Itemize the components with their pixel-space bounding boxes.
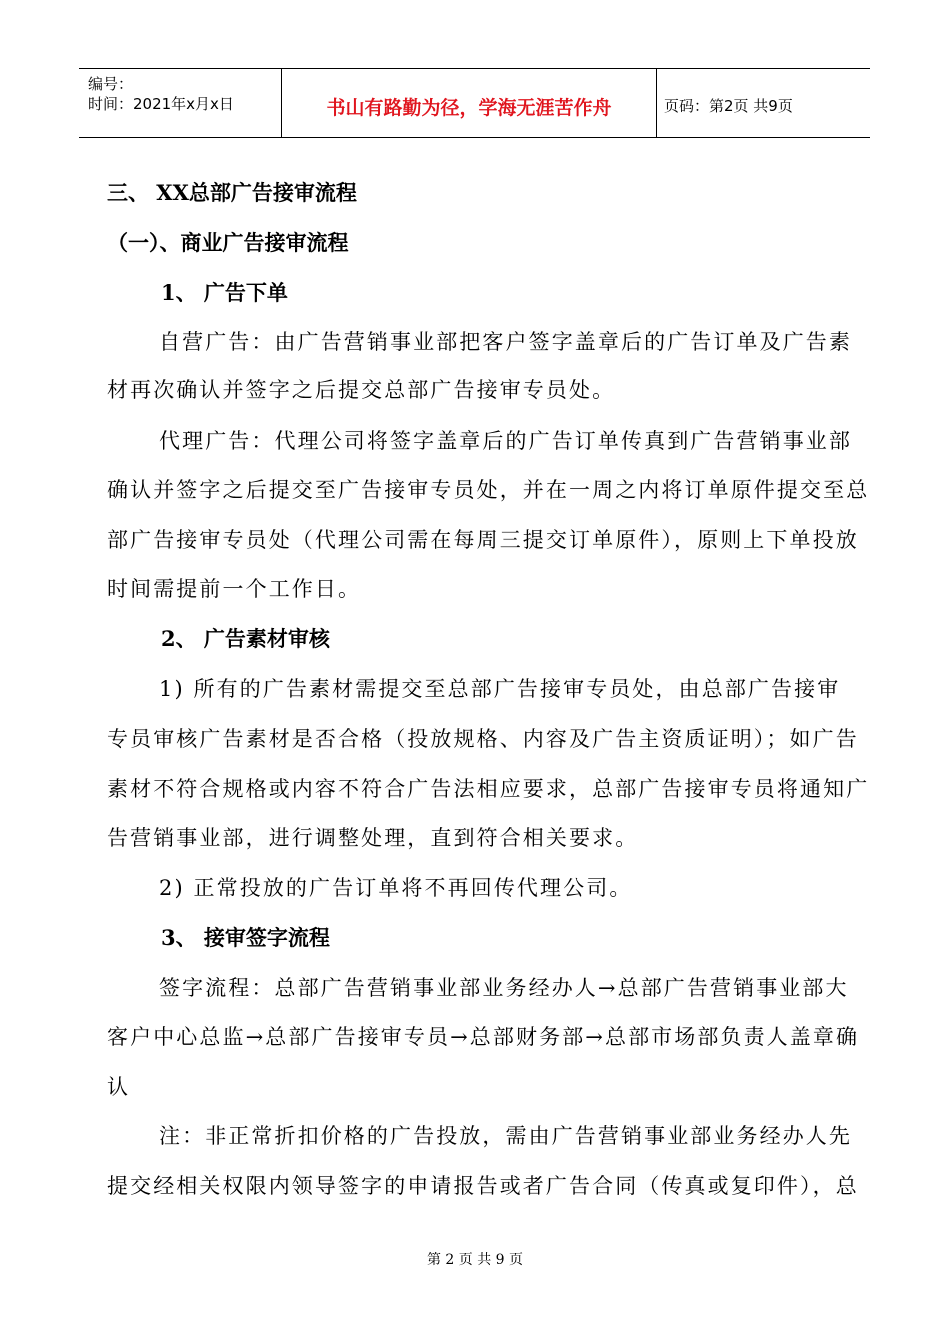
paragraph-line: 专员审核广告素材是否合格（投放规格、内容及广告主资质证明）；如广告 (107, 727, 859, 751)
item-heading-order: 1、 广告下单 (161, 280, 288, 305)
paragraph-line: 部广告接审专员处（代理公司需在每周三提交订单原件），原则上下单投放 (107, 528, 859, 552)
item-heading-signature: 3、 接审签字流程 (161, 925, 330, 950)
paragraph-line: 2) 正常投放的广告订单将不再回传代理公司。 (159, 876, 633, 900)
paragraph-line: 客户中心总监→总部广告接审专员→总部财务部→总部市场部负责人盖章确 (107, 1025, 860, 1049)
subsection-heading: （一）、商业广告接审流程 (107, 230, 349, 255)
paragraph-line: 材再次确认并签字之后提交总部广告接审专员处。 (107, 378, 616, 402)
paragraph-line: 提交经相关权限内领导签字的申请报告或者广告合同（传真或复印件），总 (107, 1174, 859, 1198)
section-heading: 三、 XX总部广告接审流程 (107, 180, 357, 205)
paragraph-line: 1) 所有的广告素材需提交至总部广告接审专员处，由总部广告接审 (159, 677, 841, 701)
paragraph-line: 自营广告：由广告营销事业部把客户签字盖章后的广告订单及广告素 (159, 330, 852, 354)
paragraph-line: 确认并签字之后提交至广告接审专员处，并在一周之内将订单原件提交至总 (107, 478, 870, 502)
paragraph-line: 素材不符合规格或内容不符合广告法相应要求，总部广告接审专员将通知广 (107, 777, 870, 801)
paragraph-line: 告营销事业部，进行调整处理，直到符合相关要求。 (107, 826, 639, 850)
paragraph-line: 时间需提前一个工作日。 (107, 577, 362, 601)
document-number-label: 编号： (88, 75, 134, 93)
document-time-label: 时间：2021年x月x日 (88, 95, 234, 113)
document-header (79, 68, 870, 138)
paragraph-line: 注：非正常折扣价格的广告投放，需由广告营销事业部业务经办人先 (159, 1124, 852, 1148)
header-motto: 书山有路勤为径，学海无涯苦作舟 (326, 97, 612, 119)
header-page-number: 页码：第2页 共9页 (664, 97, 793, 115)
paragraph-line: 签字流程：总部广告营销事业部业务经办人→总部广告营销事业部大 (159, 976, 849, 1000)
header-motto-cell (281, 69, 657, 137)
item-heading-review: 2、 广告素材审核 (161, 626, 330, 651)
page-footer: 第 2 页 共 9 页 (426, 1252, 524, 1268)
paragraph-line: 认 (107, 1075, 131, 1099)
header-page-cell (656, 69, 870, 137)
header-meta-cell (79, 69, 281, 137)
paragraph-line: 代理广告：代理公司将签字盖章后的广告订单传真到广告营销事业部 (159, 429, 852, 453)
